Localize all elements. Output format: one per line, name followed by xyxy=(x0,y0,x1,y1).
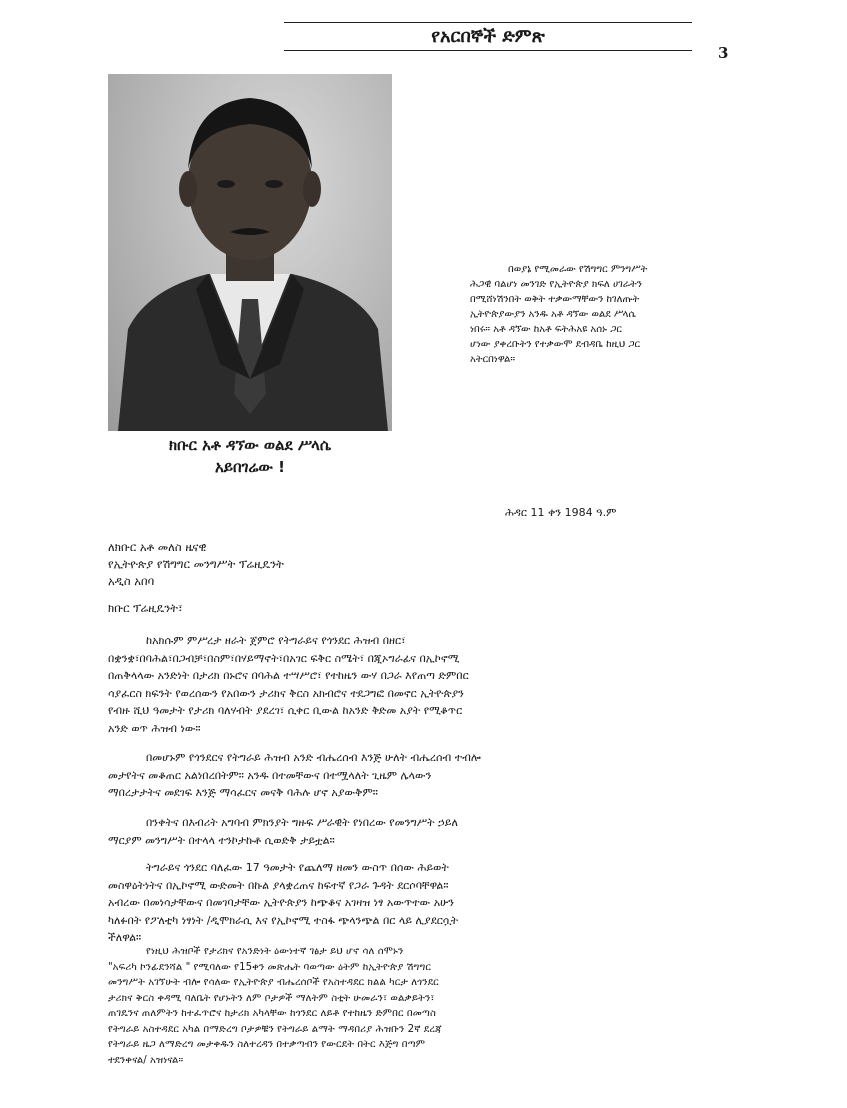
paragraph-line: በጠቅላላው አንድነት በታሪክ በኑሮና በባሕል ተሣሥሮ፣ የተከዜን ውሃ በጋራ እየጠጣ ድምበር xyxy=(108,669,469,682)
portrait-photo xyxy=(108,74,392,431)
caption-subtitle: አይበገሬው ! xyxy=(214,458,286,476)
intro-line: ኢትዮጵያውያን አንዱ አቶ ዳኘው ወልደ ሥላሴ xyxy=(470,309,636,320)
paragraph-line: ጠገዴንና ጠለምትን ከተፈጥሮና ከታሪክ አካላቸው ከጎንደር ለይቶ የተከዜን ድምበር በመጣስ xyxy=(108,1008,436,1019)
address-line: አዲስ አበባ xyxy=(108,574,155,588)
paragraph-line: አብረው በመነሳታቸውና በመገባታቸው ኢትዮጵያን ከጭቆና አገዛዝ ነፃ አውጥተው አሁን xyxy=(108,896,455,909)
letter-salutation: ክቡር ፕሬዚዴንት፣ xyxy=(108,601,183,615)
address-line: ለክቡር አቶ መለስ ዜናዊ xyxy=(108,540,207,554)
paragraph-line: በቋንቋ፣በባሕል፣በጋብቻ፣በስም፣በሃይማኖት፣በአገር ፍቅር ስሜት፣ በጂኦግራፊና በኢኮኖሚ xyxy=(108,651,460,665)
intro-line: አትርበነዋል። xyxy=(470,354,516,365)
paragraph-line: በንቀትና በእብሪት አግባብ ምክንያት ግዙፍ ሥራዊት የነበረው የመንግሥት ኃይለ xyxy=(146,816,458,829)
paragraph-line: ሳያፈርስ ክፍንት የወረሰውን የአበውን ታሪክና ቅርስ አክብሮና ተደጋግፎ በመኖር ኢትዮጵያን xyxy=(108,686,464,700)
paragraph-line: መታየትና መቆጠር አልነበረበትም። አንዱ በተመቸውና በተሟላለት ጊዜም ሌላውን xyxy=(108,768,432,782)
intro-line: ሆነው ያቀረቡትን የተቃውሞ ደብዳቤ ከዚህ ጋር xyxy=(470,339,641,350)
paragraph-line: ካለፉበት የፖለቲካ ነፃነት /ዲሞክራሲ እና የኢኮኖሚ ተስፋ ጭላንጭል በር ላይ ሊያደርሷት xyxy=(108,913,459,927)
caption-name: ክቡር አቶ ዳኘው ወልደ ሥላሴ xyxy=(168,436,332,454)
paragraph-line: የነዚህ ሕዝቦች የታሪክና የአንድነት ዕውነተኛ ገፅታ ይህ ሆኖ ሳለ ሰሞኑን xyxy=(146,946,404,957)
letter-date: ሕዳር 11 ቀን 1984 ዓ.ም xyxy=(505,506,617,519)
paragraph-line: መንግሥት አገኘሁት ብሎ የሳለው የኢትዮጵያ ብሔረሰቦች የአስተዳደር ክልል ካርታ ለጎንደር xyxy=(108,977,439,988)
paragraph-line: የትግራይ አስተዳደር አካል በማድረግ ቦታዎቹን የትግራይ ልማት ማዳበሪያ ሕዝቡን 2ኛ ደረጃ xyxy=(108,1023,442,1035)
letter-paragraph-3 xyxy=(108,814,758,849)
portrait-figure-icon xyxy=(108,74,392,431)
letter-address xyxy=(108,539,284,590)
paragraph-line: "አፍሪካ ኮንፊደንሻል " የሚባለው የ15ቀን መጽሔት ባወጣው ዕትም ከኢትዮጵያ ሽግግር xyxy=(108,961,431,973)
paragraph-line: የትግራይ ዜጋ ለማድረግ መታቀዱን ስለተረዳን በተቃጣብን የውርደት በትር እጅግ በጣም xyxy=(108,1039,426,1050)
paragraph-line: የብዙ ሺህ ዓመታት የታሪክ ባለሃብት ያደረገ፣ ሲቀር ቢውል ከአንድ ቅድመ አያት የሚቆጥር xyxy=(108,704,463,717)
letter-paragraph-4 xyxy=(108,859,758,947)
paragraph-line: በመሆኑም የጎንደርና የትግራይ ሕዝብ አንድ ብሔረሰብ እንጅ ሁለት ብሔረሰብ ተብሎ xyxy=(146,751,481,764)
intro-line: ነበሩ። አቶ ዳኘው ከአቶ ፍትሕአዩ አሰኑ ጋር xyxy=(470,324,622,335)
letter-paragraph-2 xyxy=(108,749,758,802)
paragraph-line: ከአክሱም ምሥረታ ዘራት ጀምሮ የትግራይና የጎንደር ሕዝብ በዘር፣ xyxy=(146,634,406,647)
paragraph-line: ችለዋል። xyxy=(108,931,142,944)
intro-line: በወያኔ የሚመራው የሽግግር ምንግሥት xyxy=(508,264,648,275)
intro-line: በሚሸነሽንበት ወቅት ተቃውማቸውን ከገለጡት xyxy=(470,294,640,305)
masthead-top-rule xyxy=(284,22,692,23)
intro-line: ሕጋዊ ባልሆነ መንገድ የኢትዮጵያ ክፍለ ሀገራትን xyxy=(470,279,642,290)
page-number: 3 xyxy=(718,44,729,62)
address-line: የኢትዮጵያ የሽግግር መንግሥት ፕሬዚዴንት xyxy=(108,557,284,571)
letter-paragraph-5 xyxy=(108,944,758,1068)
paragraph-line: ማበረታታትና መደገፍ እንጅ ማሳፈርና መናቅ ባሕሉ ሆኖ አያውቅም። xyxy=(108,786,378,799)
paragraph-line: ትግራይና ጎንደር ባለፈው 17 ዓመታት የጨለማ ዘመን ውስጥ በሰው ሕይወት xyxy=(146,861,449,874)
letter-paragraph-1 xyxy=(108,632,758,737)
intro-note xyxy=(470,262,770,367)
masthead-bottom-rule xyxy=(284,50,692,51)
photo-caption xyxy=(108,434,392,478)
paragraph-line: አንድ ወጥ ሕዝብ ነው። xyxy=(108,721,201,735)
paragraph-line: ማርያም መንግሥት በተላላ ተንኮታኩቶ ሲወድቅ ታይቷል። xyxy=(108,833,335,847)
paragraph-line: ተደንቀናል/ አዝነናል። xyxy=(108,1054,184,1066)
masthead-title: የአርበኞች ድምጽ xyxy=(431,26,545,47)
paragraph-line: መስዋዕትነትና በኢኮኖሚ ውድመት በኩል ያላቋረጠና ከፍተኛ የጋራ ጉዳት ደርሶባቸዋል። xyxy=(108,878,449,892)
paragraph-line: ታሪክና ቅርስ ቀዳሚ ባለቤት የሆኑትን ለም ቦታዎች ማለትም ስቲት ሁመራን፣ ወልቃይትን፣ xyxy=(108,992,435,1004)
